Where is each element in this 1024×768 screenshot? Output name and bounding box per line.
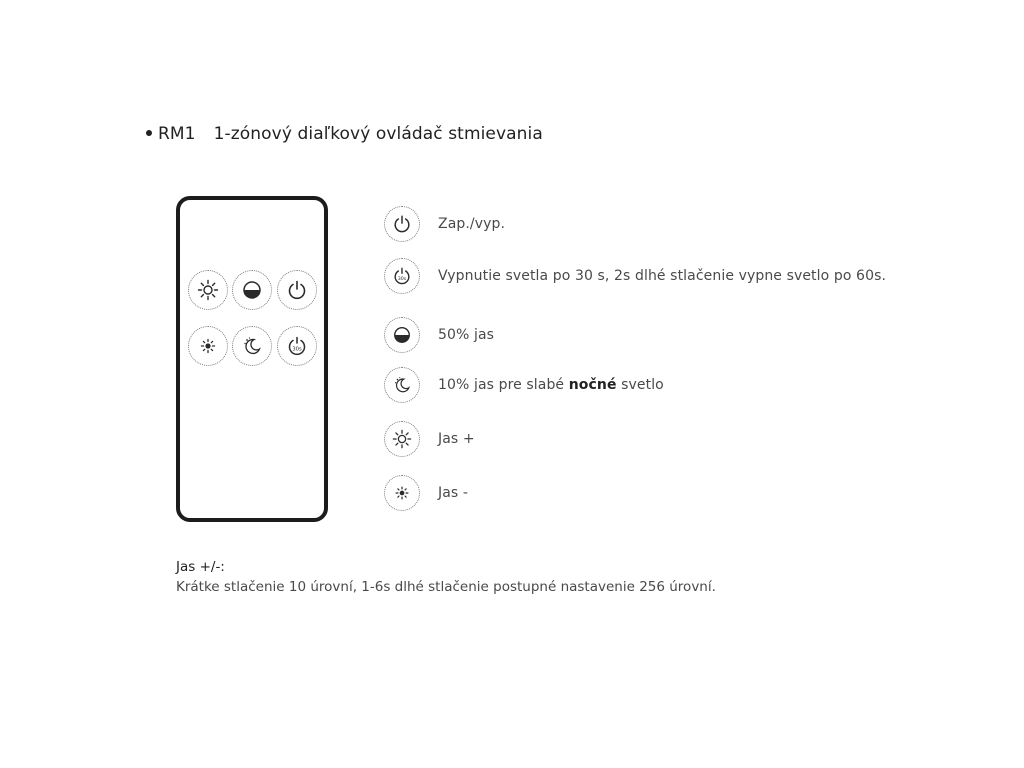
legend-icon-wrap: [384, 258, 420, 294]
power-icon: [286, 279, 308, 301]
timer-label: 30s: [292, 346, 302, 353]
legend-text: Vypnutie svetla po 30 s, 2s dlhé stlačenie vypne svetlo po 60s.: [438, 268, 887, 284]
remote-illustration: [176, 196, 328, 522]
legend-icon-wrap: [384, 206, 420, 242]
page-heading: [146, 124, 543, 144]
remote-button-half-brightness: [232, 270, 272, 310]
timer-label: 30s: [397, 277, 407, 283]
moon-night-icon: [392, 375, 412, 395]
note-title: Jas +/-:: [176, 559, 225, 575]
note-body: Krátke stlačenie 10 úrovní, 1-6s dlhé stlačenie postupné nastavenie 256 úrovní.: [176, 579, 716, 595]
legend-icon-wrap: [384, 367, 420, 403]
remote-button-power: [277, 270, 317, 310]
remote-button-timer: [277, 326, 317, 366]
legend-item-power: [384, 206, 505, 242]
heading-title: 1-zónový diaľkový ovládač stmievania: [213, 124, 543, 144]
legend-text: Jas +: [438, 431, 475, 447]
remote-button-night-light: [232, 326, 272, 366]
timer-power-icon: [286, 335, 308, 357]
moon-night-icon: [241, 335, 263, 357]
legend-text: Jas -: [438, 485, 469, 501]
legend-icon-wrap: [384, 421, 420, 457]
brightness-note: [176, 557, 716, 597]
legend-text-bold: nočné: [568, 377, 617, 393]
timer-power-icon: [392, 266, 412, 286]
legend-icon-wrap: [384, 475, 420, 511]
half-circle-icon: [241, 279, 263, 301]
legend-text: 50% jas: [438, 327, 495, 343]
bullet-icon: [146, 130, 152, 136]
sun-large-icon: [197, 279, 219, 301]
legend-item-half-brightness: [384, 317, 494, 353]
sun-small-icon: [392, 483, 412, 503]
legend-icon-wrap: [384, 317, 420, 353]
remote-button-brightness-down: [188, 326, 228, 366]
sun-small-icon: [197, 335, 219, 357]
legend-text: Zap./vyp.: [438, 216, 506, 232]
sun-large-icon: [392, 429, 412, 449]
model-name: RM1: [158, 124, 196, 144]
legend-item-brightness-down: [384, 475, 468, 511]
half-circle-icon: [392, 325, 412, 345]
legend-item-night-light: [384, 367, 664, 403]
legend-text-part: 10% jas pre slabé: [438, 377, 569, 393]
legend-text-part: svetlo: [616, 377, 664, 393]
legend-item-timer: [384, 258, 886, 294]
power-icon: [392, 214, 412, 234]
legend-item-brightness-up: [384, 421, 475, 457]
legend-text: [438, 377, 664, 393]
remote-button-brightness-up: [188, 270, 228, 310]
